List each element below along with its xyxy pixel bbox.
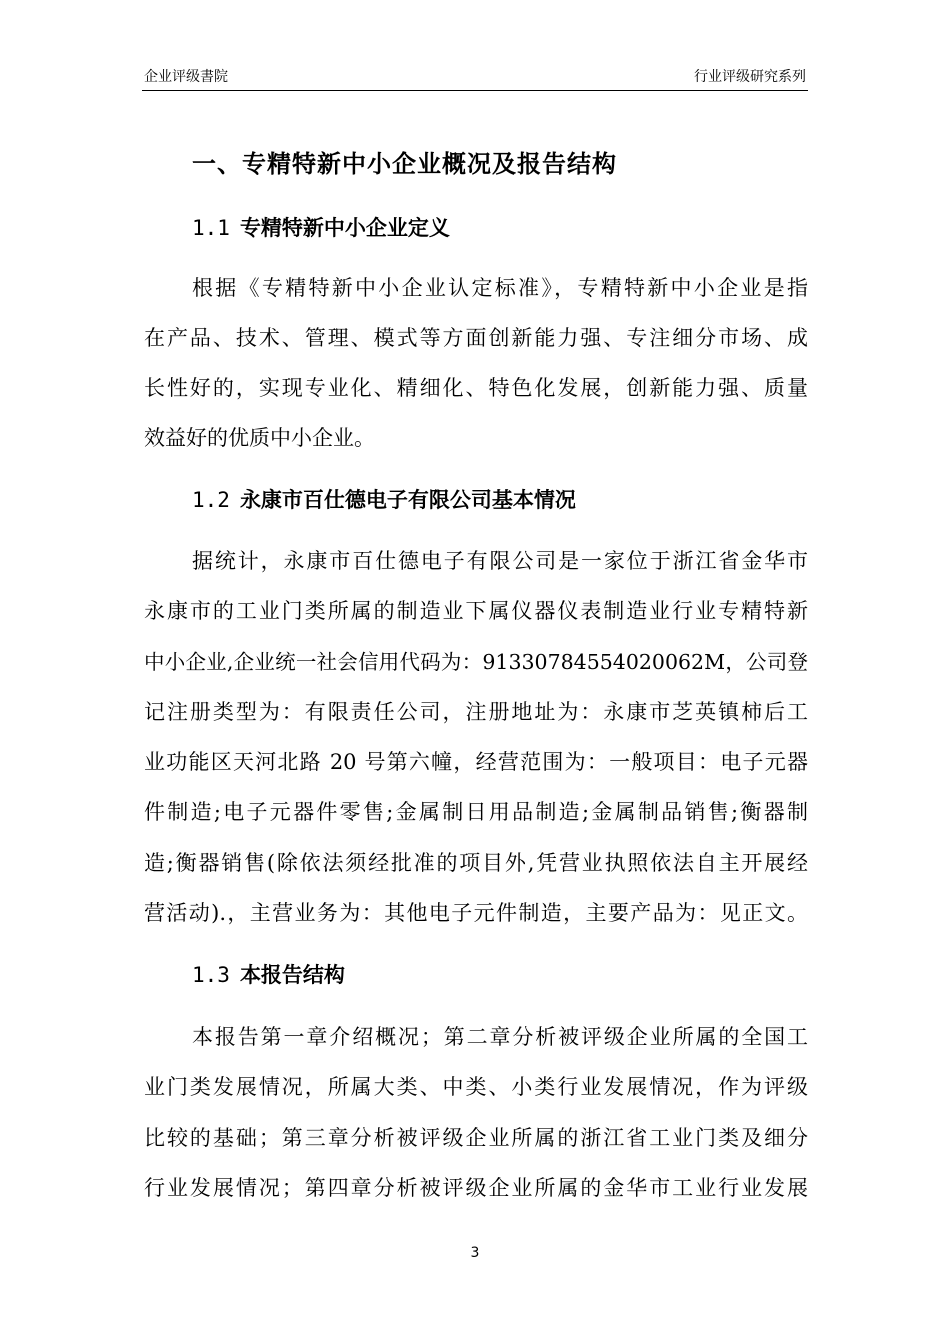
section-heading-1-2 xyxy=(192,484,576,514)
paragraph-line: 据统计，永康市百仕德电子有限公司是一家位于浙江省金华市 xyxy=(192,549,808,573)
paragraph-line: 在产品、技术、管理、模式等方面创新能力强、专注细分市场、成 xyxy=(144,326,808,350)
paragraph-line: 业门类发展情况，所属大类、中类、小类行业发展情况，作为评级 xyxy=(144,1075,808,1099)
header-right-text: 行业评级研究系列 xyxy=(694,69,806,85)
chapter-title: 一、专精特新中小企业概况及报告结构 xyxy=(192,150,617,178)
section-heading-1-3 xyxy=(192,959,345,989)
paragraph-line: 比较的基础；第三章分析被评级企业所属的浙江省工业门类及细分 xyxy=(144,1126,808,1150)
section-number: 1.1 xyxy=(192,216,230,240)
section-title: 永康市百仕德电子有限公司基本情况 xyxy=(239,488,576,512)
paragraph-line: 本报告第一章介绍概况；第二章分析被评级企业所属的全国工 xyxy=(192,1025,808,1049)
paragraph-line: 行业发展情况；第四章分析被评级企业所属的金华市工业行业发展 xyxy=(144,1176,808,1200)
paragraph-line: 长性好的，实现专业化、精细化、特色化发展，创新能力强、质量 xyxy=(144,376,808,400)
paragraph-line: 根据《专精特新中小企业认定标准》，专精特新中小企业是指 xyxy=(192,276,808,300)
header-divider xyxy=(142,90,808,91)
paragraph-line: 件制造;电子元器件零售;金属制日用品制造;金属制品销售;衡器制 xyxy=(144,800,808,824)
section-title: 专精特新中小企业定义 xyxy=(239,216,450,240)
section-title: 本报告结构 xyxy=(239,963,345,987)
page-number: 3 xyxy=(470,1245,480,1261)
paragraph-line: 永康市的工业门类所属的制造业下属仪器仪表制造业行业专精特新 xyxy=(144,599,808,623)
paragraph-line: 中小企业,企业统一社会信用代码为：91330784554020062M，公司登 xyxy=(144,650,808,674)
paragraph-line: 造;衡器销售(除依法须经批准的项目外,凭营业执照依法自主开展经 xyxy=(144,851,808,875)
paragraph-line: 业功能区天河北路 20 号第六幢，经营范围为：一般项目：电子元器 xyxy=(144,750,808,774)
section-number: 1.3 xyxy=(192,963,230,987)
paragraph-line: 效益好的优质中小企业。 xyxy=(144,426,375,450)
paragraph-line: 记注册类型为：有限责任公司，注册地址为：永康市芝英镇柿后工 xyxy=(144,700,808,724)
header-left-text: 企业评级書院 xyxy=(144,69,228,85)
section-number: 1.2 xyxy=(192,488,230,512)
section-heading-1-1 xyxy=(192,212,450,242)
page-header xyxy=(144,66,806,90)
paragraph-line: 营活动).，主营业务为：其他电子元件制造，主要产品为：见正文。 xyxy=(144,901,808,925)
